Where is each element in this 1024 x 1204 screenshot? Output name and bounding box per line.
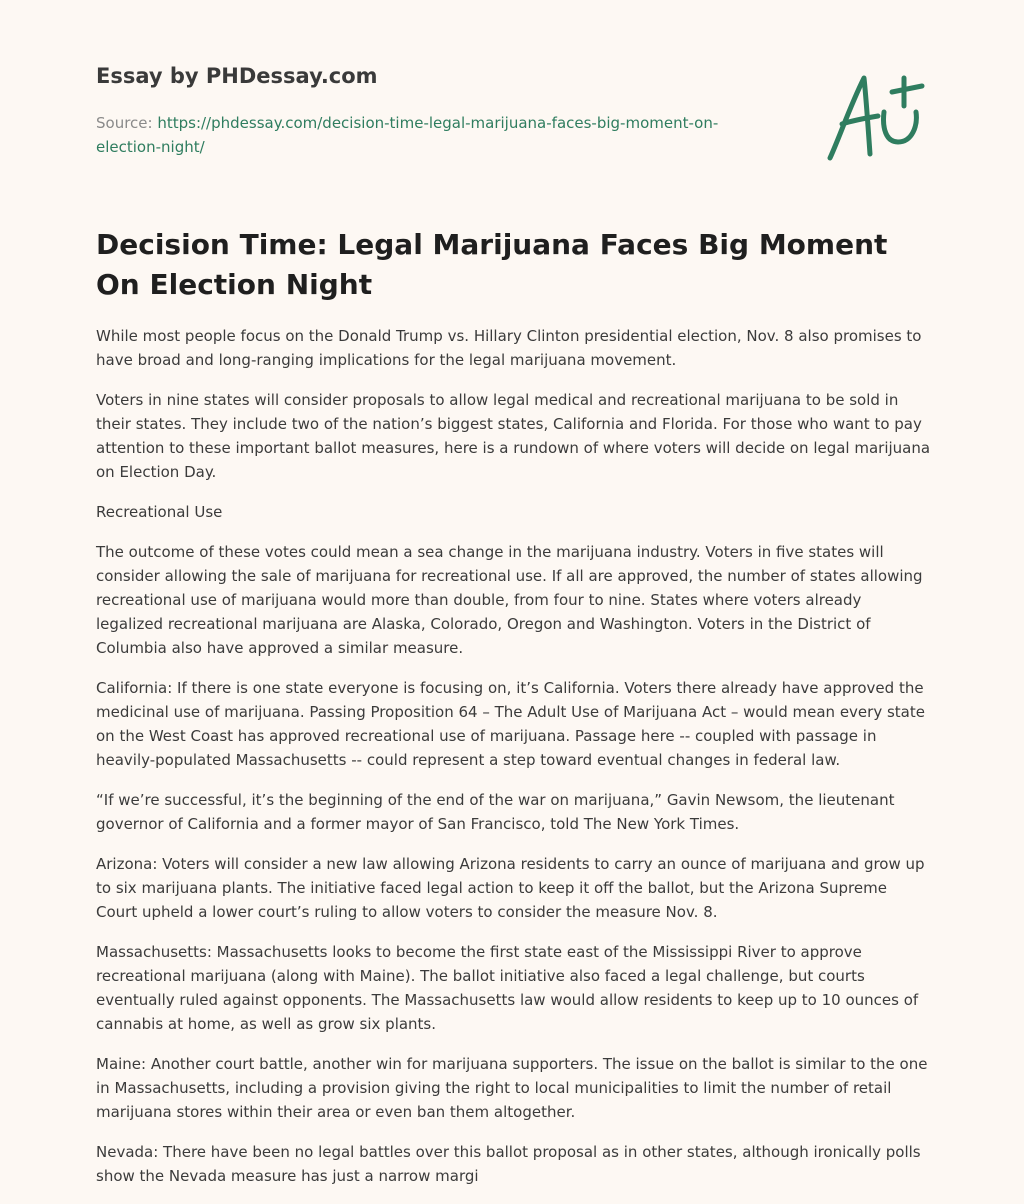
paragraph-nevada: Nevada: There have been no legal battles over this ballot proposal as in other states, although ironically polls show the Nevada measure has just a narrow margi — [96, 1143, 921, 1185]
paragraph-arizona: Arizona: Voters will consider a new law allowing Arizona residents to carry an ounce of marijuana and grow up to six marijuana plants. The initiative faced legal action to keep it off the ballot, but the Arizona Supreme Court upheld a lower court’s ruling to allow voters to consider the measure Nov. 8. — [96, 855, 925, 921]
paragraph-newsom-quote: “If we’re successful, it’s the beginning of the end of the war on marijuana,” Gavin Newsom, the lieutenant governor of California and a former mayor of San Francisco, told The New York Times. — [96, 791, 895, 833]
paragraph-nine-states: Voters in nine states will consider proposals to allow legal medical and recreational marijuana to be sold in their states. They include two of the nation’s biggest states, California and Florida. For those who want to pay attention to these important ballot measures, here is a rundown of where voters will decide on legal marijuana on Election Day. — [96, 391, 931, 481]
section-heading-recreational-use: Recreational Use — [96, 503, 223, 521]
site-title: Essay by PHDessay.com — [96, 64, 378, 88]
a-plus-logo-icon — [820, 66, 930, 166]
source-label: Source: — [96, 114, 158, 132]
essay-body — [96, 324, 932, 1204]
paragraph-massachusetts: Massachusetts: Massachusetts looks to become the first state east of the Mississippi River to approve recreational marijuana (along with Maine). The ballot initiative also faced a legal challenge, but courts eventually ruled against opponents. The Massachusetts law would allow residents to keep up to 10 ounces of cannabis at home, as well as grow six plants. — [96, 943, 919, 1033]
source-line — [96, 111, 736, 159]
paragraph-california: California: If there is one state everyone is focusing on, it’s California. Voters there already have approved the medicinal use of marijuana. Passing Proposition 64 – The Adult Use of Marijuana Act – would mean every state on the West Coast has approved recreational use of marijuana. Passage here -- coupled with passage in heavily-populated Massachusetts -- could represent a step toward eventual changes in federal law. — [96, 679, 925, 769]
essay-title: Decision Time: Legal Marijuana Faces Big Moment On Election Night — [96, 228, 888, 301]
source-link[interactable]: https://phdessay.com/decision-time-legal-marijuana-faces-big-moment-on-election-night/ — [96, 114, 719, 156]
paragraph-intro: While most people focus on the Donald Trump vs. Hillary Clinton presidential election, Nov. 8 also promises to have broad and long-ranging implications for the legal marijuana movement. — [96, 327, 922, 369]
paragraph-recreational-outcome: The outcome of these votes could mean a sea change in the marijuana industry. Voters in five states will consider allowing the sale of marijuana for recreational use. If all are approved, the number of states allowing recreational use of marijuana would more than double, from four to nine. States where voters already legalized recreational marijuana are Alaska, Colorado, Oregon and Washington. Voters in the District of Columbia also have approved a similar measure. — [96, 543, 923, 657]
paragraph-maine: Maine: Another court battle, another win for marijuana supporters. The issue on the ballot is similar to the one in Massachusetts, including a provision giving the right to local municipalities to limit the number of retail marijuana stores within their area or even ban them altogether. — [96, 1055, 928, 1121]
